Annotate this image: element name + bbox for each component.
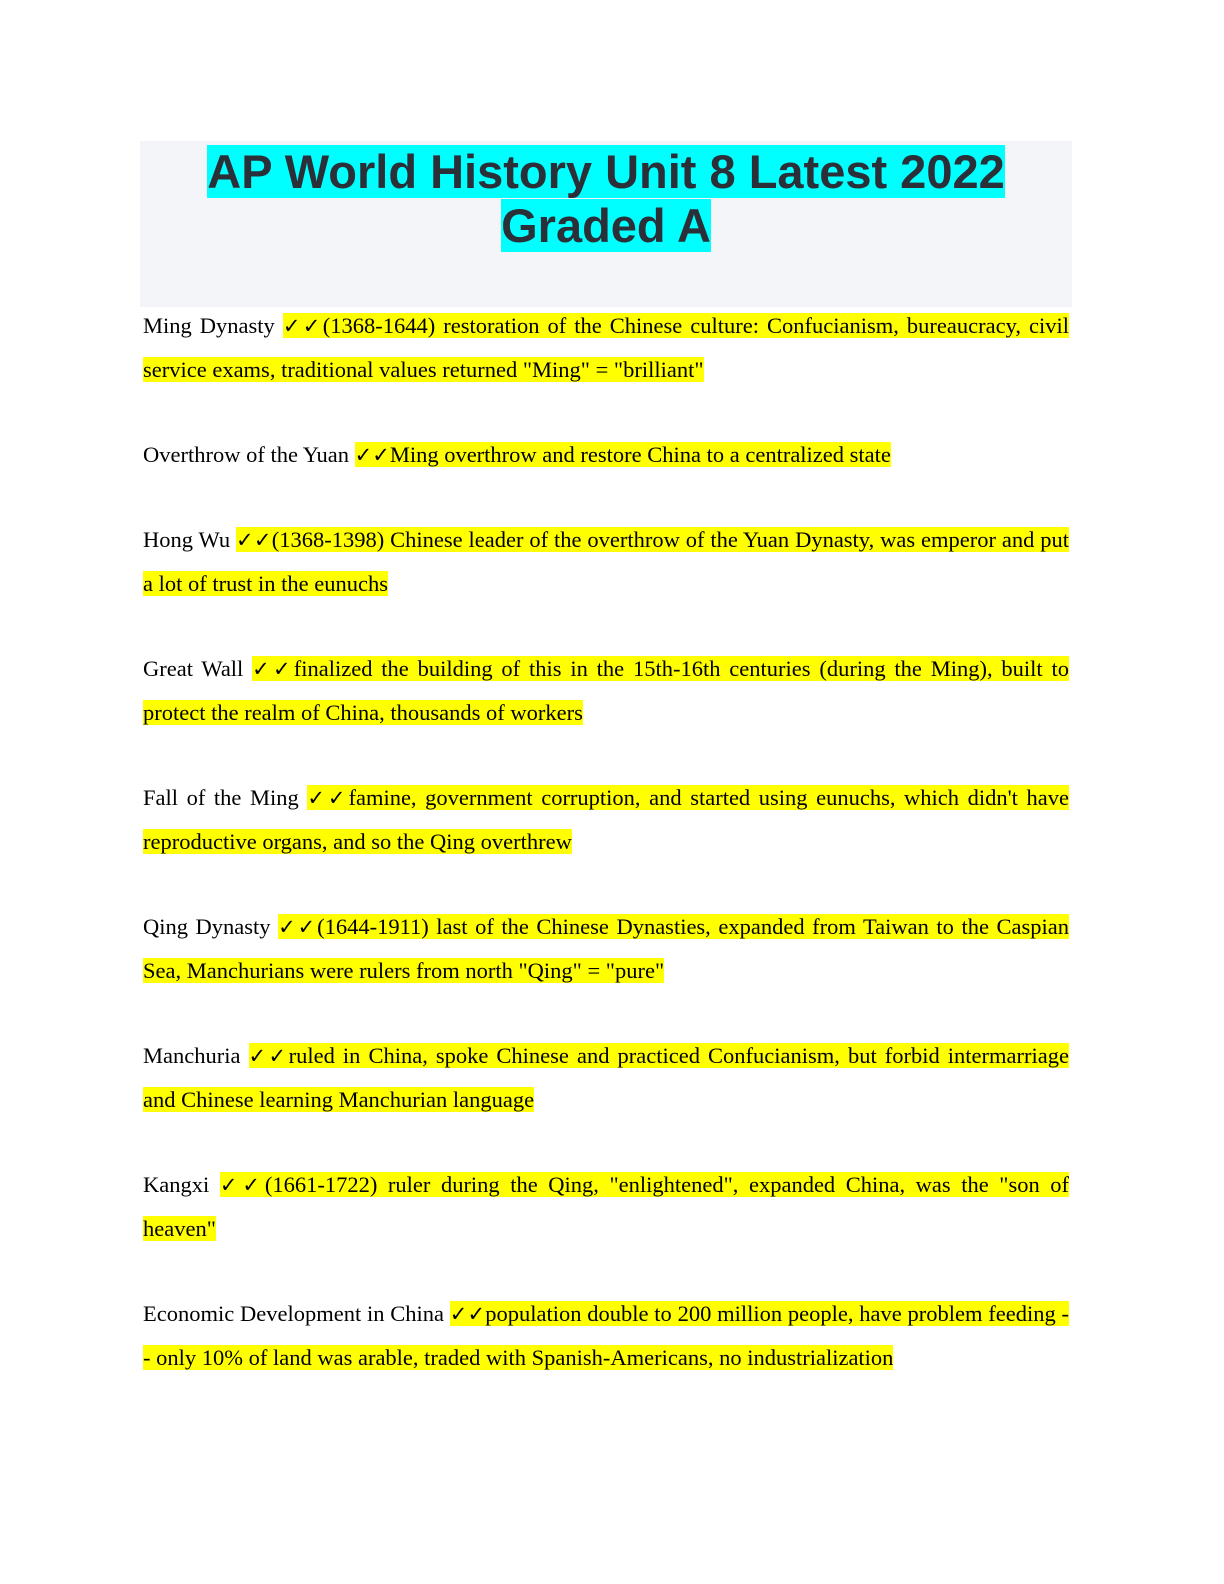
definition (143, 914, 1069, 983)
title-box (140, 141, 1072, 307)
double-check-icon: ✓✓ (307, 786, 349, 810)
term: Overthrow of the Yuan (143, 442, 349, 467)
definition-text: (1368-1398) Chinese leader of the overthrow of the Yuan Dynasty, was emperor and put a lot of trust in the eunuchs (143, 527, 1070, 596)
double-check-icon: ✓✓ (278, 915, 318, 939)
double-check-icon: ✓✓ (235, 528, 272, 552)
term: Economic Development in China (143, 1301, 444, 1326)
list-item (143, 647, 1069, 735)
flashcard-list (143, 304, 1069, 1421)
definition-text: (1661-1722) ruler during the Qing, "enlightened", expanded China, was the "son of heaven" (143, 1172, 1069, 1241)
double-check-icon: ✓✓ (354, 443, 390, 467)
list-item (143, 304, 1069, 392)
definition (143, 1043, 1069, 1112)
double-check-icon: ✓✓ (449, 1302, 486, 1326)
term: Manchuria (143, 1043, 241, 1068)
definition-text: finalized the building of this in the 15th-16th centuries (during the Ming), built to protect the realm of China, thousands of workers (143, 656, 1070, 725)
list-item (143, 1292, 1069, 1380)
definition (143, 313, 1069, 382)
document-title (140, 141, 1072, 253)
definition (143, 656, 1069, 725)
title-line-1: AP World History Unit 8 Latest 2022 (207, 145, 1005, 198)
definition (143, 1172, 1069, 1241)
definition-text: (1368-1644) restoration of the Chinese culture: Confucianism, bureaucracy, civil service exams, traditional values returned "Ming" = "brilliant" (143, 313, 1070, 382)
list-item (143, 1034, 1069, 1122)
definition-text: (1644-1911) last of the Chinese Dynasties, expanded from Taiwan to the Caspian Sea, Manchurians were rulers from north "Qing" = "pure" (143, 914, 1069, 983)
definition-text: Ming overthrow and restore China to a centralized state (389, 442, 891, 467)
definition (355, 442, 891, 467)
term: Kangxi (143, 1172, 210, 1197)
list-item (143, 518, 1069, 606)
list-item (143, 905, 1069, 993)
title-line-2: Graded A (501, 199, 711, 252)
term: Qing Dynasty (143, 914, 271, 939)
double-check-icon: ✓✓ (219, 1173, 265, 1197)
term: Hong Wu (143, 527, 231, 552)
definition-text: ruled in China, spoke Chinese and practiced Confucianism, but forbid intermarriage and Chinese learning Manchurian language (143, 1043, 1069, 1112)
double-check-icon: ✓✓ (282, 314, 323, 338)
double-check-icon: ✓✓ (248, 1044, 289, 1068)
definition-text: population double to 200 million people, have problem feeding -- only 10% of land was arable, traded with Spanish-Americans, no industrialization (143, 1301, 1069, 1370)
term: Great Wall (143, 656, 244, 681)
list-item (143, 776, 1069, 864)
definition-text: famine, government corruption, and started using eunuchs, which didn't have reproductive organs, and so the Qing overthrew (143, 785, 1069, 854)
definition (143, 527, 1069, 596)
double-check-icon: ✓✓ (252, 657, 294, 681)
term: Ming Dynasty (143, 313, 275, 338)
list-item (143, 433, 1069, 477)
term: Fall of the Ming (143, 785, 299, 810)
list-item (143, 1163, 1069, 1251)
